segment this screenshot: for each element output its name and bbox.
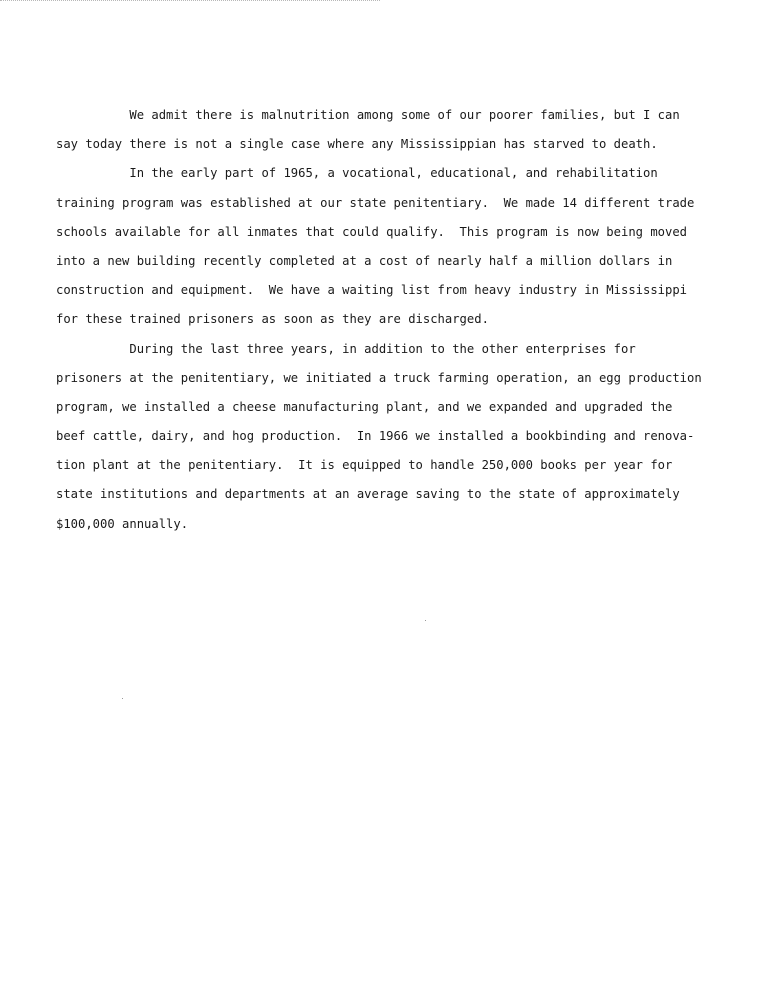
top-edge-dotted-rule xyxy=(0,0,380,1)
text-line: tion plant at the penitentiary. It is equipped to handle 250,000 books per year for xyxy=(56,458,673,473)
text-line: program, we installed a cheese manufacturing plant, and we expanded and upgraded the xyxy=(56,399,673,414)
text-line: prisoners at the penitentiary, we initiated a truck farming operation, an egg production xyxy=(56,370,702,385)
text-line: During the last three years, in addition to the other enterprises for xyxy=(56,341,636,356)
paragraph-vocational-program xyxy=(56,159,718,334)
scan-speck xyxy=(425,620,426,621)
text-line: construction and equipment. We have a waiting list from heavy industry in Mississippi xyxy=(56,283,688,298)
text-line: schools available for all inmates that could qualify. This program is now being moved xyxy=(56,224,688,239)
text-line: say today there is not a single case where any Mississippian has starved to death. xyxy=(56,137,658,152)
text-line: for these trained prisoners as soon as they are discharged. xyxy=(56,312,489,327)
text-line: beef cattle, dairy, and hog production. In 1966 we installed a bookbinding and renova- xyxy=(56,429,695,444)
text-line: We admit there is malnutrition among some of our poorer families, but I can xyxy=(56,108,680,122)
paragraph-enterprises xyxy=(56,335,718,539)
paragraph-malnutrition xyxy=(56,101,718,159)
text-line: $100,000 annually. xyxy=(56,516,189,531)
document-body xyxy=(56,101,718,539)
text-line: state institutions and departments at an average saving to the state of approximately xyxy=(56,487,680,502)
text-line: into a new building recently completed at a cost of nearly half a million dollars in xyxy=(56,253,673,268)
scan-speck xyxy=(122,698,123,699)
text-line: In the early part of 1965, a vocational, educational, and rehabilitation xyxy=(56,166,658,181)
text-line: training program was established at our state penitentiary. We made 14 different trade xyxy=(56,195,695,210)
